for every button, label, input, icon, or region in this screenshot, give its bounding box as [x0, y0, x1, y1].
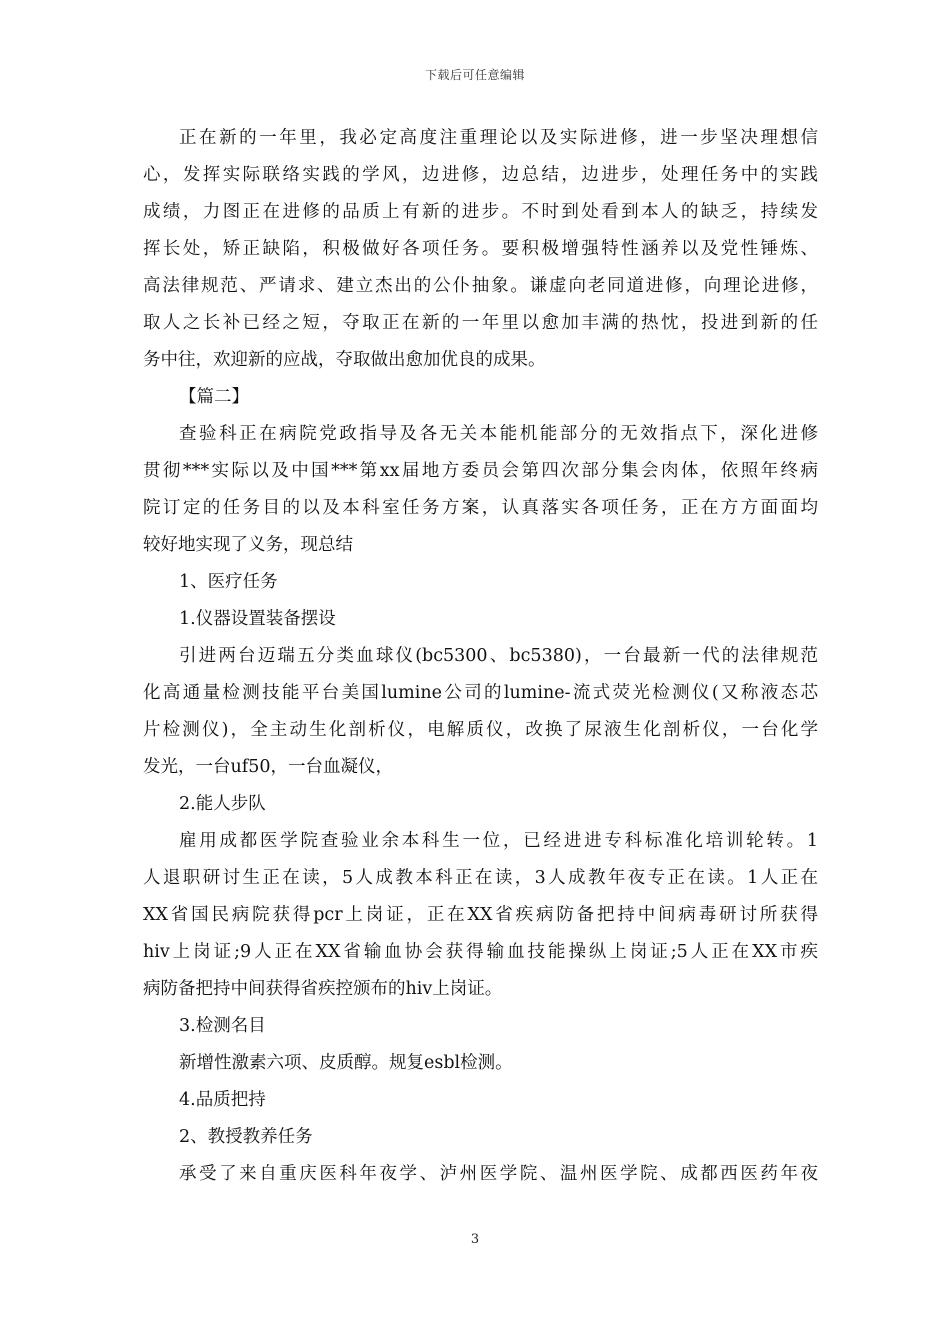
page-header: 下载后可任意编辑: [424, 68, 525, 82]
text-line: 2、教授教养任务: [179, 1127, 313, 1147]
text-line: 挥长处，矫正缺陷，积极做好各项任务。要积极增强特性涵养以及党性锤炼、: [143, 239, 818, 259]
text-line: 化高通量检测技能平台美国lumine公司的lumine-流式荧光检测仪(又称液态芯: [143, 683, 818, 703]
text-line: 1.仪器设置装备摆设: [179, 609, 336, 629]
text-line: 贯彻***实际以及中国***第xx届地方委员会第四次部分集会肉体，依照年终病: [143, 461, 818, 481]
text-line: hiv上岗证;9人正在XX省输血协会获得输血技能操纵上岗证;5人正在XX市疾: [143, 942, 818, 962]
text-line: XX省国民病院获得pcr上岗证，正在XX省疾病防备把持中间病毒研讨所获得: [143, 905, 818, 925]
text-line: 正在新的一年里，我必定高度注重理论以及实际进修，进一步坚决理想信: [179, 128, 818, 148]
text-line: 务中往，欢迎新的应战，夺取做出愈加优良的成果。: [143, 350, 546, 370]
text-line: 病防备把持中间获得省疾控颁布的hiv上岗证。: [143, 979, 503, 999]
text-line: 引进两台迈瑞五分类血球仪(bc5300、bc5380)，一台最新一代的法律规范: [179, 646, 818, 666]
document-body: [143, 120, 818, 1193]
text-line: 【篇二】: [179, 387, 249, 407]
text-line: 4.品质把持: [179, 1090, 266, 1110]
text-line: 2.能人步队: [179, 794, 266, 814]
text-line: 成绩，力图正在进修的品质上有新的进步。不时到处看到本人的缺乏，持续发: [143, 202, 818, 222]
text-line: 片检测仪)，全主动生化剖析仪，电解质仪，改换了尿液生化剖析仪，一台化学: [143, 720, 818, 740]
text-line: 院订定的任务目的以及本科室任务方案，认真落实各项任务，正在方方面面均: [143, 498, 818, 518]
text-line: 取人之长补已经之短，夺取正在新的一年里以愈加丰满的热忱，投进到新的任: [143, 313, 818, 333]
text-line: 雇用成都医学院查验业余本科生一位，已经进进专科标准化培训轮转。1: [179, 831, 818, 851]
text-line: 查验科正在病院党政指导及各无关本能机能部分的无效指点下，深化进修: [179, 424, 818, 444]
text-line: 较好地实现了义务，现总结: [143, 535, 353, 555]
text-line: 3.检测名目: [179, 1016, 266, 1036]
text-line: 承受了来自重庆医科年夜学、泸州医学院、温州医学院、成都西医药年夜: [179, 1164, 818, 1184]
page-number: 3: [470, 1232, 480, 1247]
text-line: 人退职研讨生正在读，5人成教本科正在读，3人成教年夜专正在读。1人正在: [143, 868, 818, 888]
text-line: 心，发挥实际联络实践的学风，边进修，边总结，边进步，处理任务中的实践: [143, 165, 818, 185]
text-line: 1、医疗任务: [179, 572, 278, 592]
text-line: 发光，一台uf50，一台血凝仪，: [143, 757, 394, 777]
text-line: 高法律规范、严请求、建立杰出的公仆抽象。谦虚向老同道进修，向理论进修，: [143, 276, 818, 296]
text-line: 新增性激素六项、皮质醇。规复esbl检测。: [179, 1053, 513, 1073]
